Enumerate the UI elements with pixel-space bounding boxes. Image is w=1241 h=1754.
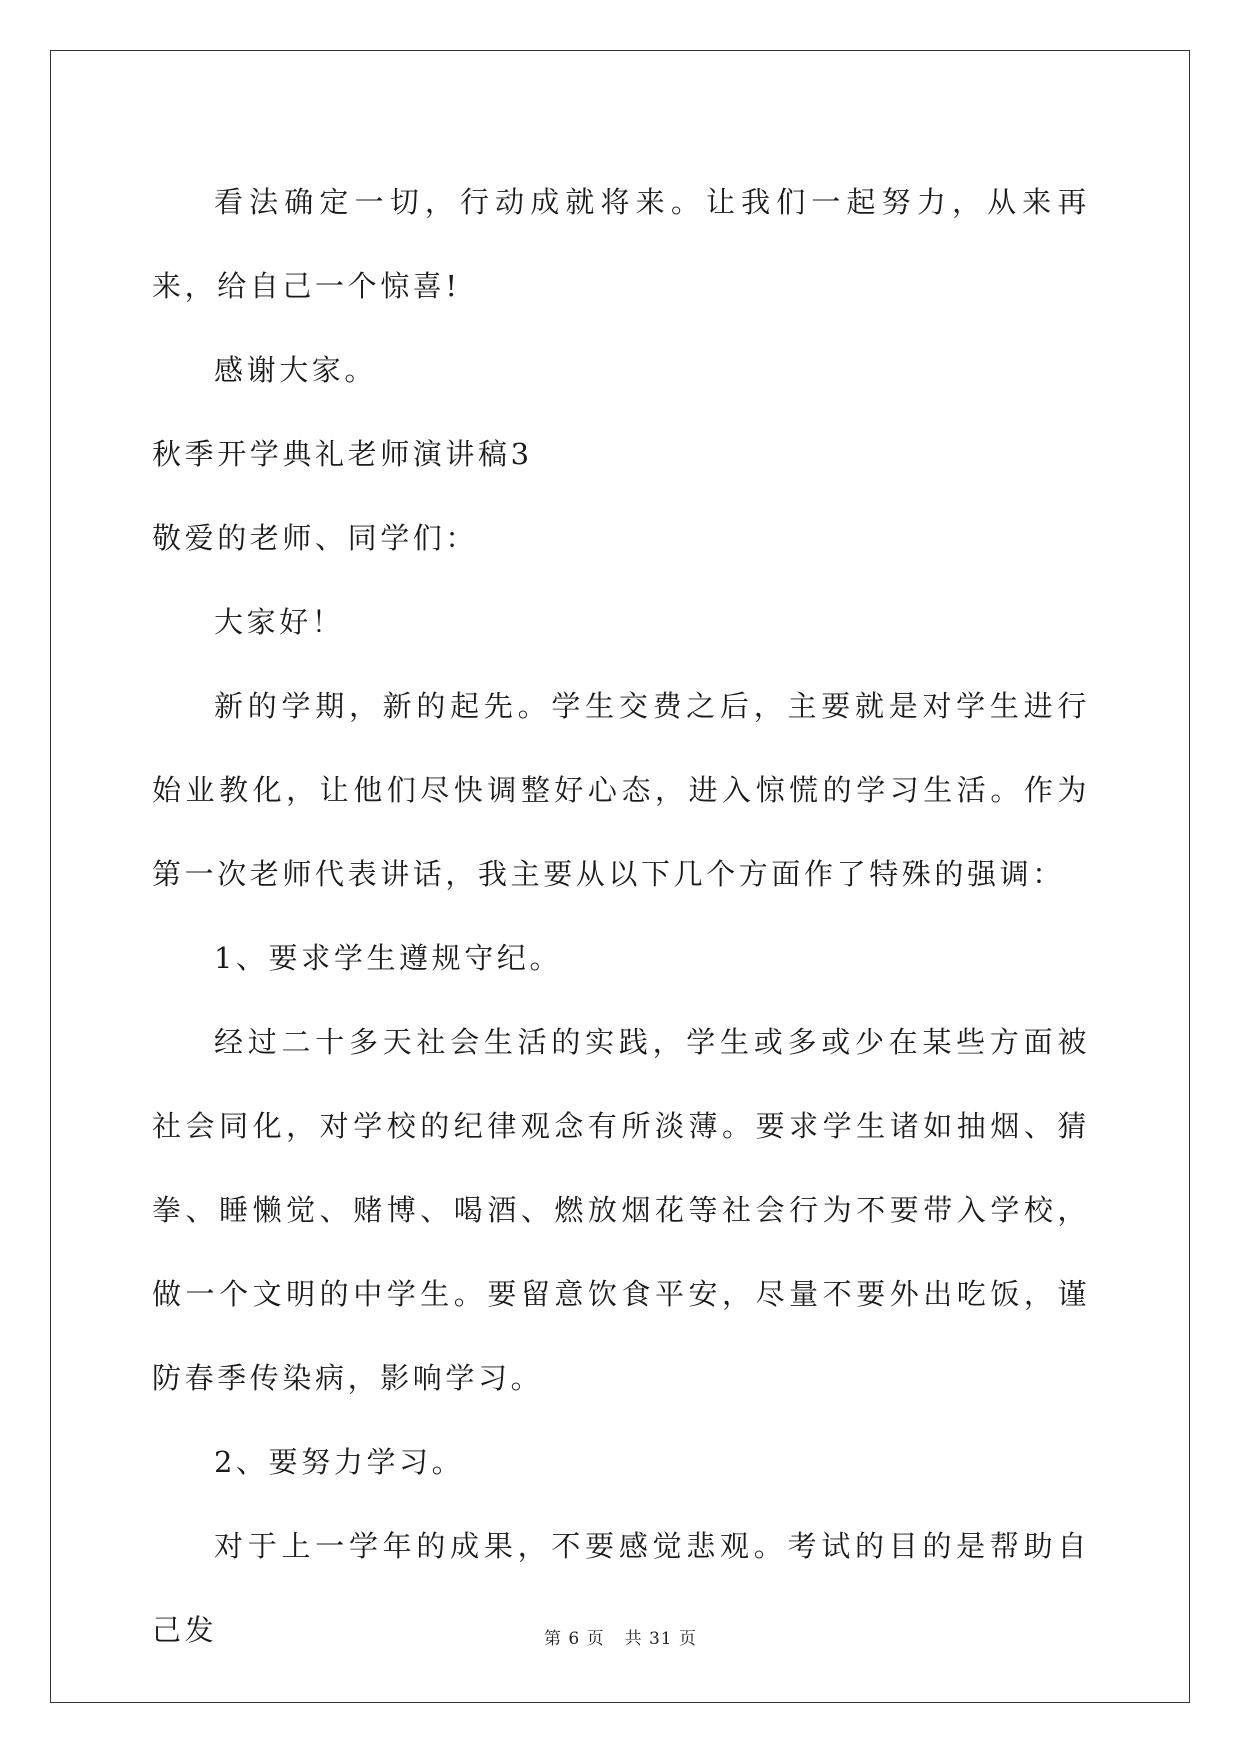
paragraph: 对于上一学年的成果，不要感觉悲观。考试的目的是帮助自己发: [152, 1529, 1090, 1647]
section-heading: 秋季开学典礼老师演讲稿3: [152, 437, 533, 471]
paragraph: 大家好！: [214, 605, 345, 639]
paragraph: 看法确定一切，行动成就将来。让我们一起努力，从来再来，给自己一个惊喜!: [152, 185, 1090, 303]
salutation: 敬爱的老师、同学们：: [152, 521, 479, 555]
paragraph: 2、要努力学习。: [214, 1445, 465, 1479]
paragraph: 新的学期，新的起先。学生交费之后，主要就是对学生进行始业教化，让他们尽快调整好心态，进入惊慌的学习生活。作为第一次老师代表讲话，我主要从以下几个方面作了特殊的强调：: [152, 689, 1090, 891]
document-body: [152, 160, 1090, 1672]
paragraph: 经过二十多天社会生活的实践，学生或多或少在某些方面被社会同化，对学校的纪律观念有所淡薄。要求学生诸如抽烟、猜拳、睡懒觉、赌博、喝酒、燃放烟花等社会行为不要带入学校，做一个文明的中学生。要留意饮食平安，尽量不要外出吃饭，谨防春季传染病，影响学习。: [152, 1025, 1090, 1395]
total-pages: 共 31 页: [624, 1629, 698, 1649]
paragraph: 1、要求学生遵规守纪。: [214, 941, 563, 975]
page-number: 第 6 页: [543, 1629, 605, 1649]
page-footer: [0, 1624, 1241, 1649]
paragraph: 感谢大家。: [214, 353, 378, 387]
